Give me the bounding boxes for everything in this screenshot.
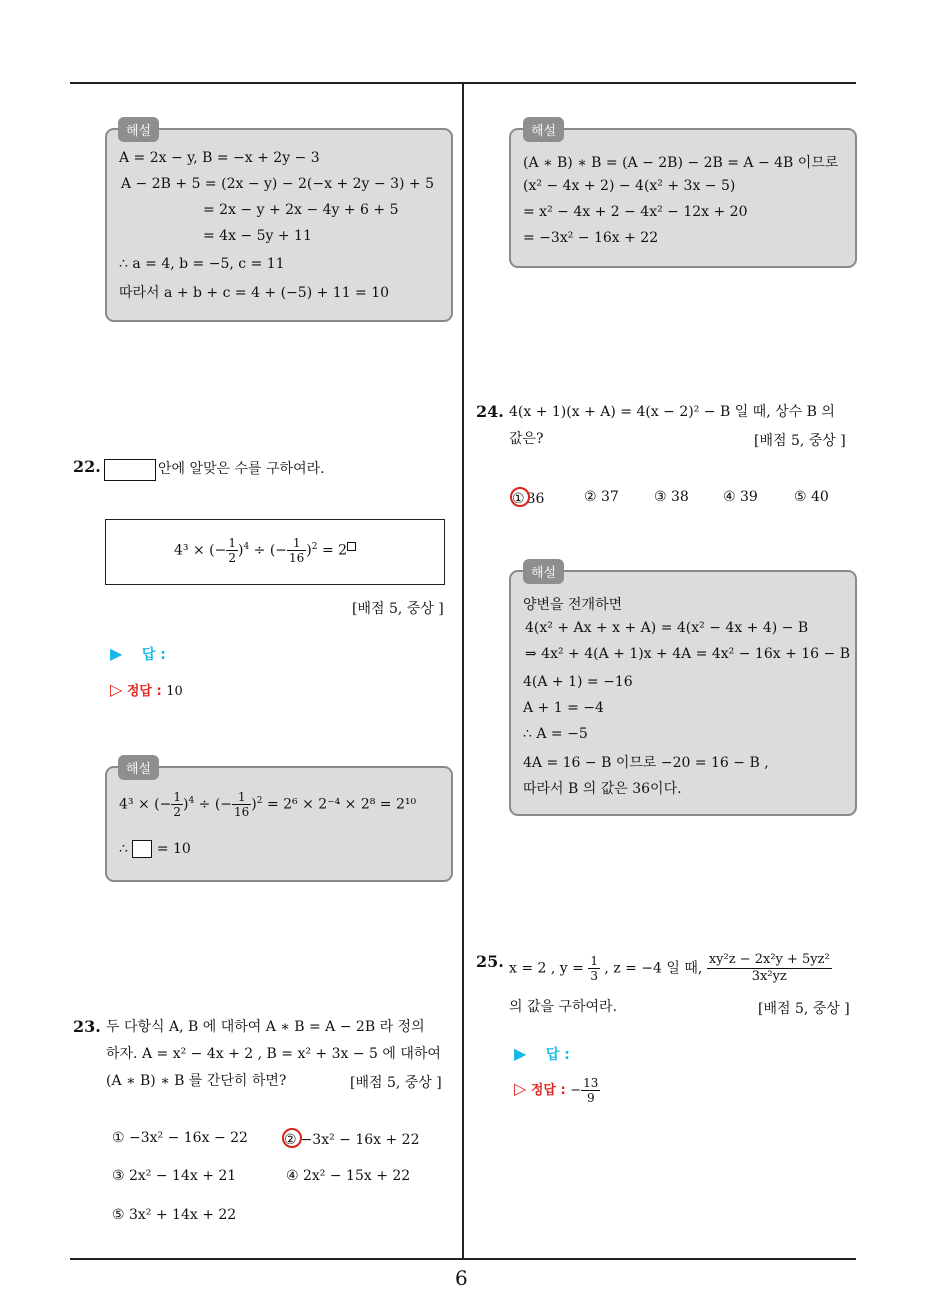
play-arrow-icon: ▶ xyxy=(110,644,123,663)
choice-4[interactable]: ④ 2x² − 15x + 22 xyxy=(286,1168,411,1184)
question-stem-line: 4(x + 1)(x + A) = 4(x − 2)² − B 일 때, 상수 B 의 xyxy=(509,404,835,420)
choice-3[interactable]: ③ 2x² − 14x + 21 xyxy=(112,1168,237,1184)
question-stem: 안에 알맞은 수를 구하여라. xyxy=(158,461,325,477)
choice-1[interactable] xyxy=(514,489,544,509)
numerator: 1 xyxy=(228,536,236,550)
fraction xyxy=(226,536,238,565)
explanation-line: A = 2x − y, B = −x + 2y − 3 xyxy=(119,150,320,166)
numerator: xy²z − 2x²y + 5yz² xyxy=(708,952,830,967)
hollow-arrow-icon: ▷ xyxy=(514,1079,527,1098)
answer-blank-box xyxy=(104,459,156,481)
choice-marker: ① xyxy=(512,491,525,507)
selected-circle-icon xyxy=(510,487,530,507)
denominator: 3x²yz xyxy=(751,969,787,984)
exponent: 2 xyxy=(311,541,318,552)
score-label: [배점 5, 중상 ] xyxy=(352,601,444,617)
choice-2[interactable] xyxy=(286,1130,420,1150)
exponent: 2 xyxy=(256,795,263,806)
explanation-line: = 4x − 5y + 11 xyxy=(203,228,312,244)
question-number: 22. xyxy=(73,457,101,476)
denominator: 9 xyxy=(586,1091,595,1105)
explanation-line: 4A = 16 − B 이므로 −20 = 16 − B , xyxy=(523,755,769,771)
explanation-line: ∴ a = 4, b = −5, c = 11 xyxy=(119,256,285,272)
stem-text: , z = −4 일 때, xyxy=(604,960,703,977)
blank-square-icon xyxy=(132,840,152,858)
hollow-arrow-icon: ▷ xyxy=(110,680,123,699)
exponent: 4 xyxy=(188,795,195,806)
denominator: 3 xyxy=(590,969,598,983)
choice-text: 36 xyxy=(526,491,545,507)
formula-div: ÷ (− xyxy=(249,542,288,559)
explanation-conclusion xyxy=(119,840,191,858)
explanation-line: ∴ A = −5 xyxy=(523,726,588,742)
formula-right: = 2⁶ × 2⁻⁴ × 2⁸ = 2¹⁰ xyxy=(262,796,417,813)
score-label: [배점 5, 중상 ] xyxy=(758,1001,850,1017)
score-label: [배점 5, 중상 ] xyxy=(754,433,846,449)
play-arrow-icon: ▶ xyxy=(514,1044,527,1063)
explanation-line: ⇒ 4x² + 4(A + 1)x + 4A = 4x² − 16x + 16 − B xyxy=(525,646,851,662)
explanation-line: 4(A + 1) = −16 xyxy=(523,674,633,690)
bottom-rule xyxy=(70,1258,856,1260)
explanation-line: = −3x² − 16x + 22 xyxy=(523,230,659,246)
correct-answer-row xyxy=(514,1076,600,1105)
explanation-box-q23 xyxy=(509,128,857,268)
correct-label: 정답 : xyxy=(530,1083,566,1098)
correct-fraction xyxy=(581,1076,600,1105)
column-divider xyxy=(462,84,464,1258)
explanation-line: 따라서 a + b + c = 4 + (−5) + 11 = 10 xyxy=(119,285,390,301)
page-number: 6 xyxy=(455,1266,468,1290)
formula-left: 4³ × (− xyxy=(119,796,172,813)
explanation-line: 양변을 전개하면 xyxy=(523,597,623,613)
question-stem-line xyxy=(509,952,832,985)
selected-circle-icon xyxy=(282,1128,302,1148)
denominator: 2 xyxy=(173,805,181,819)
explanation-line: A − 2B + 5 = (2x − y) − 2(−x + 2y − 3) + 5 xyxy=(121,176,434,192)
explanation-tag: 해설 xyxy=(523,117,564,142)
explanation-formula: 4³ × (− $\frac{1}{2}$ )$^4$ ÷ (− $\frac{1}{16}$ )$^2$ = 2⁶ × 2⁻⁴ × 2⁸ = 2¹⁰ xyxy=(119,790,417,819)
choice-marker: ② xyxy=(284,1132,297,1148)
numerator: 1 xyxy=(590,954,598,968)
correct-answer-row xyxy=(110,680,183,699)
correct-label: 정답 : xyxy=(126,684,162,699)
explanation-line: = 2x − y + 2x − 4y + 6 + 5 xyxy=(203,202,399,218)
correct-sign: − xyxy=(570,1083,582,1098)
exponent: 4 xyxy=(243,541,250,552)
formula-right: = 2 xyxy=(317,542,348,559)
question-stem-line: 값은? xyxy=(509,431,544,447)
formula: 4³ × (− $\frac{1}{2}$ )$^4$ ÷ (− $\frac{1}{16}$ )$^2$ = 2 xyxy=(174,536,356,565)
numerator: 1 xyxy=(232,790,251,805)
explanation-line: (x² − 4x + 2) − 4(x² + 3x − 5) xyxy=(523,178,736,194)
formula-left: 4³ × (− xyxy=(174,542,227,559)
choice-2[interactable]: ② 37 xyxy=(584,489,619,505)
numerator: 1 xyxy=(287,536,306,551)
answer-label: 답 : xyxy=(141,647,166,663)
question-number: 23. xyxy=(73,1017,101,1036)
formula-box xyxy=(105,519,445,585)
explanation-line: (A ∗ B) ∗ B = (A − 2B) − 2B = A − 4B 이므로 xyxy=(523,155,839,171)
choice-5[interactable]: ⑤ 3x² + 14x + 22 xyxy=(112,1207,237,1223)
explanation-line: = x² − 4x + 2 − 4x² − 12x + 20 xyxy=(523,204,748,220)
numerator: 1 xyxy=(173,790,181,804)
expression-fraction xyxy=(707,952,832,985)
question-stem-line: (A ∗ B) ∗ B 를 간단히 하면? xyxy=(106,1073,287,1089)
answer-row xyxy=(514,1044,570,1064)
question-stem-line: 의 값을 구하여라. xyxy=(509,999,618,1015)
question-number: 25. xyxy=(476,952,504,971)
answer-label: 답 : xyxy=(545,1047,570,1063)
question-stem-line: 하자. A = x² − 4x + 2 , B = x² + 3x − 5 에 대하여 xyxy=(106,1046,441,1062)
explanation-tag: 해설 xyxy=(118,117,159,142)
choice-4[interactable]: ④ 39 xyxy=(723,489,758,505)
explanation-box-q24 xyxy=(509,570,857,816)
explanation-tag: 해설 xyxy=(118,755,159,780)
denominator: 16 xyxy=(234,805,250,819)
answer-row xyxy=(110,644,166,664)
explanation-line: A + 1 = −4 xyxy=(523,700,604,716)
conclusion-value: = 10 xyxy=(156,841,191,857)
blank-square-icon xyxy=(347,542,356,551)
explanation-line: 따라서 B 의 값은 36이다. xyxy=(523,781,682,797)
choice-5[interactable]: ⑤ 40 xyxy=(794,489,829,505)
fraction xyxy=(171,790,183,819)
therefore-symbol: ∴ xyxy=(119,841,128,857)
denominator: 16 xyxy=(289,551,305,565)
fraction xyxy=(588,954,600,983)
choice-text: −3x² − 16x + 22 xyxy=(300,1132,420,1148)
explanation-box-q21 xyxy=(105,128,453,322)
choice-1[interactable]: ① −3x² − 16x − 22 xyxy=(112,1130,248,1146)
score-label: [배점 5, 중상 ] xyxy=(350,1075,442,1091)
fraction xyxy=(287,536,306,565)
question-stem-line: 두 다항식 A, B 에 대하여 A ∗ B = A − 2B 라 정의 xyxy=(106,1019,425,1035)
numerator: 13 xyxy=(583,1076,599,1090)
explanation-line: 4(x² + Ax + x + A) = 4(x² − 4x + 4) − B xyxy=(525,620,809,636)
fraction xyxy=(232,790,251,819)
question-number: 24. xyxy=(476,402,504,421)
formula-div: ÷ (− xyxy=(194,796,233,813)
explanation-tag: 해설 xyxy=(523,559,564,584)
choice-3[interactable]: ③ 38 xyxy=(654,489,689,505)
denominator: 2 xyxy=(228,551,236,565)
stem-text: x = 2 , y = xyxy=(509,960,584,977)
correct-value: 10 xyxy=(166,684,183,699)
explanation-box-q22 xyxy=(105,766,453,882)
